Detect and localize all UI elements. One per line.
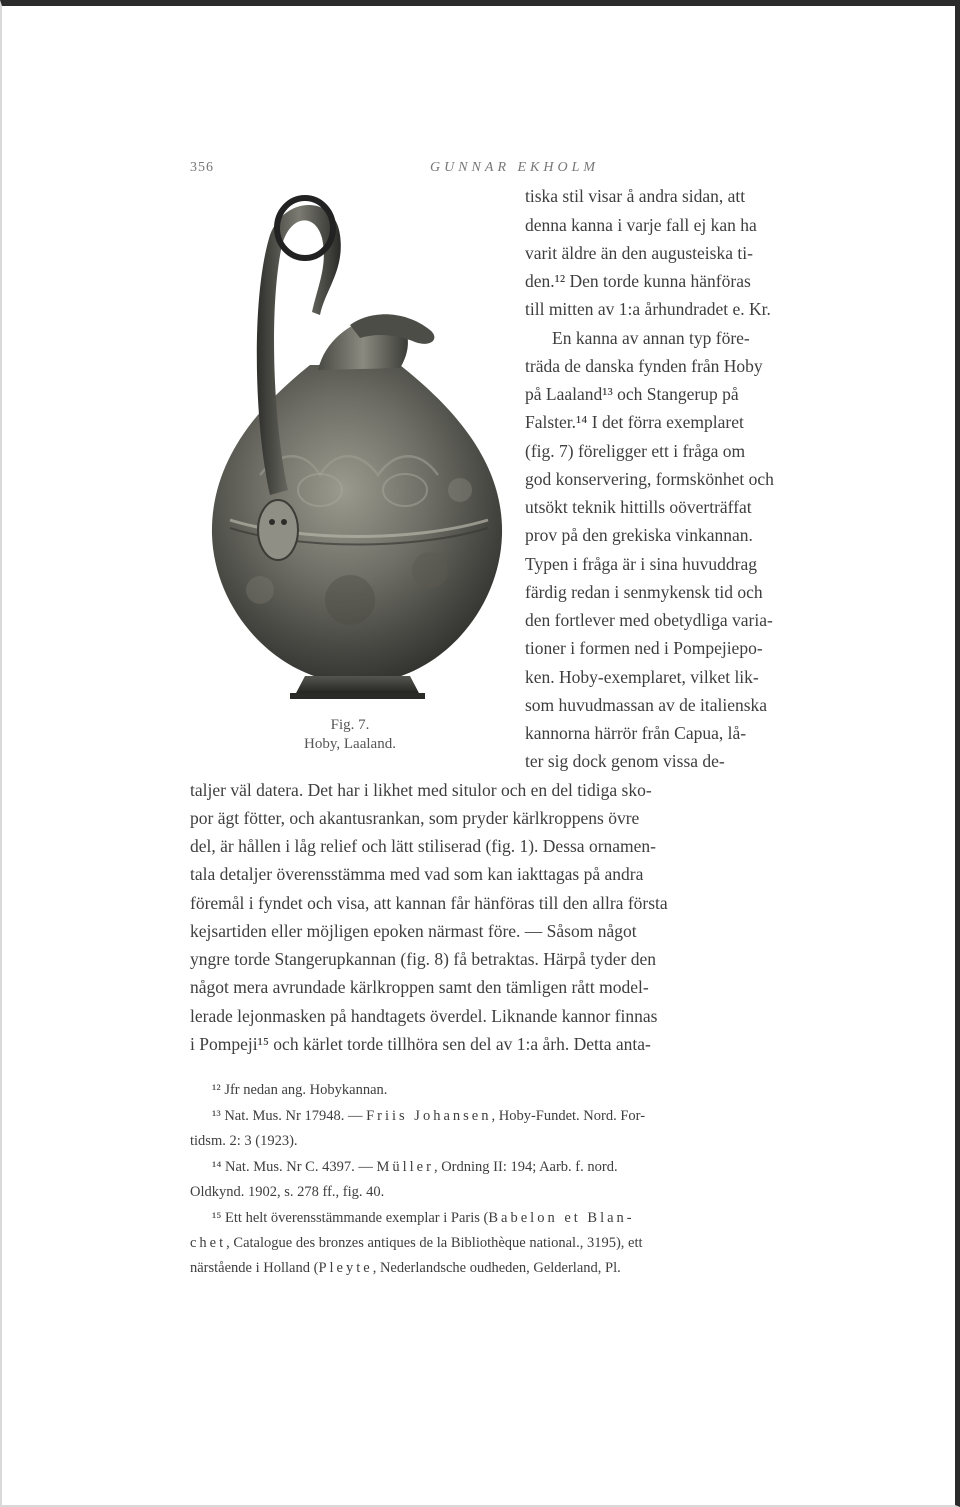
- page-number: 356: [190, 160, 214, 175]
- footnote-text: ¹⁵ Ett helt överensstämmande exemplar i Paris (: [212, 1210, 489, 1226]
- footnote-12: ¹² Jfr nedan ang. Hobykannan.: [212, 1082, 388, 1098]
- footnote-author: Pleyte: [318, 1260, 373, 1276]
- text-line: prov på den grekiska vinkannan.: [525, 525, 753, 545]
- text-line: träda de danska fynden från Hoby: [525, 356, 763, 376]
- footnote-13: [212, 1108, 645, 1125]
- text-line: del, är hållen i låg relief och lätt stiliserad (fig. 1). Dessa ornamen-: [190, 836, 657, 856]
- footnote-13-cont: tidsm. 2: 3 (1923).: [190, 1133, 298, 1149]
- text-line: den.¹² Den torde kunna hänföras: [525, 271, 751, 291]
- text-line: tiska stil visar å andra sidan, att: [525, 186, 746, 206]
- text-line: kejsartiden eller möjligen epoken närmast före. — Såsom något: [190, 921, 637, 941]
- running-head: GUNNAR EKHOLM: [430, 160, 600, 175]
- footnote-15: [212, 1210, 635, 1227]
- footnote-author: chet: [190, 1235, 227, 1251]
- text-line: den fortlever med obetydliga varia-: [525, 610, 773, 630]
- text-line: Typen i fråga är i sina huvuddrag: [525, 554, 758, 574]
- text-line: por ägt fötter, och akantusrankan, som pryder kärlkroppens övre: [190, 808, 640, 828]
- text-line: denna kanna i varje fall ej kan ha: [525, 215, 757, 235]
- figure-caption: [255, 716, 445, 754]
- footnote-author: Müller: [376, 1159, 434, 1175]
- footnote-14-cont: Oldkynd. 1902, s. 278 ff., fig. 40.: [190, 1184, 385, 1200]
- text-line: tala detaljer överensstämma med vad som kan iakttagas på andra: [190, 864, 644, 884]
- text-line: taljer väl datera. Det har i likhet med situlor och en del tidiga sko-: [190, 780, 652, 800]
- text-line: något mera avrundade kärlkroppen samt den tämligen rått model-: [190, 977, 649, 997]
- text-line: (fig. 7) föreligger ett i fråga om: [525, 441, 746, 461]
- text-line: tioner i formen ned i Pompejiepo-: [525, 638, 763, 658]
- footnote-15-cont: [190, 1235, 643, 1252]
- text-line: god konservering, formskönhet och: [525, 469, 774, 489]
- text-line: ken. Hoby-exemplaret, vilket lik-: [525, 667, 759, 687]
- text-line: i Pompeji¹⁵ och kärlet torde tillhöra sen del av 1:a årh. Detta anta-: [190, 1034, 651, 1054]
- footnote-text: ¹³ Nat. Mus. Nr 17948. —: [212, 1108, 367, 1124]
- text-line: på Laaland¹³ och Stangerup på: [525, 384, 739, 404]
- footnote-text: , Catalogue des bronzes antiques de la Bibliothèque national., 3195), ett: [226, 1235, 643, 1251]
- text-line: lerade lejonmasken på handtagets överdel. Liknande kannor finnas: [190, 1006, 658, 1026]
- figure-caption-number: Fig. 7.: [330, 717, 370, 733]
- footnote-text: ¹⁴ Nat. Mus. Nr C. 4397. —: [212, 1159, 377, 1175]
- text-line: som huvudmassan av de italienska: [525, 695, 768, 715]
- text-line: Falster.¹⁴ I det förra exemplaret: [525, 412, 744, 432]
- bronze-jug-photo-icon: [200, 190, 515, 705]
- footnote-text: , Nederlandsche oudheden, Gelderland, Pl.: [372, 1260, 621, 1276]
- text-line: utsökt teknik hittills oöverträffat: [525, 497, 752, 517]
- footnote-text: närstående i Holland (: [190, 1260, 319, 1276]
- text-line: En kanna av annan typ före-: [552, 328, 750, 348]
- footnote-author: Babelon et Blan-: [488, 1210, 635, 1226]
- text-line: varit äldre än den augusteiska ti-: [525, 243, 753, 263]
- text-line: till mitten av 1:a århundradet e. Kr.: [525, 299, 771, 319]
- text-line: färdig redan i senmykensk tid och: [525, 582, 763, 602]
- footnote-text: , Ordning II: 194; Aarb. f. nord.: [433, 1159, 618, 1175]
- footnote-14: [212, 1159, 618, 1176]
- footnote-15-cont2: [190, 1260, 621, 1277]
- text-line: ter sig dock genom vissa de-: [525, 751, 725, 771]
- footnote-text: , Hoby-Fundet. Nord. For-: [491, 1108, 646, 1124]
- figure-caption-place: Hoby, Laaland.: [304, 736, 396, 752]
- text-line: föremål i fyndet och visa, att kannan får hänföras till den allra första: [190, 893, 668, 913]
- text-line: kannorna härrör från Capua, lå-: [525, 723, 747, 743]
- footnote-author: Friis Johansen: [366, 1108, 492, 1124]
- text-line: yngre torde Stangerupkannan (fig. 8) få betraktas. Härpå tyder den: [190, 949, 656, 969]
